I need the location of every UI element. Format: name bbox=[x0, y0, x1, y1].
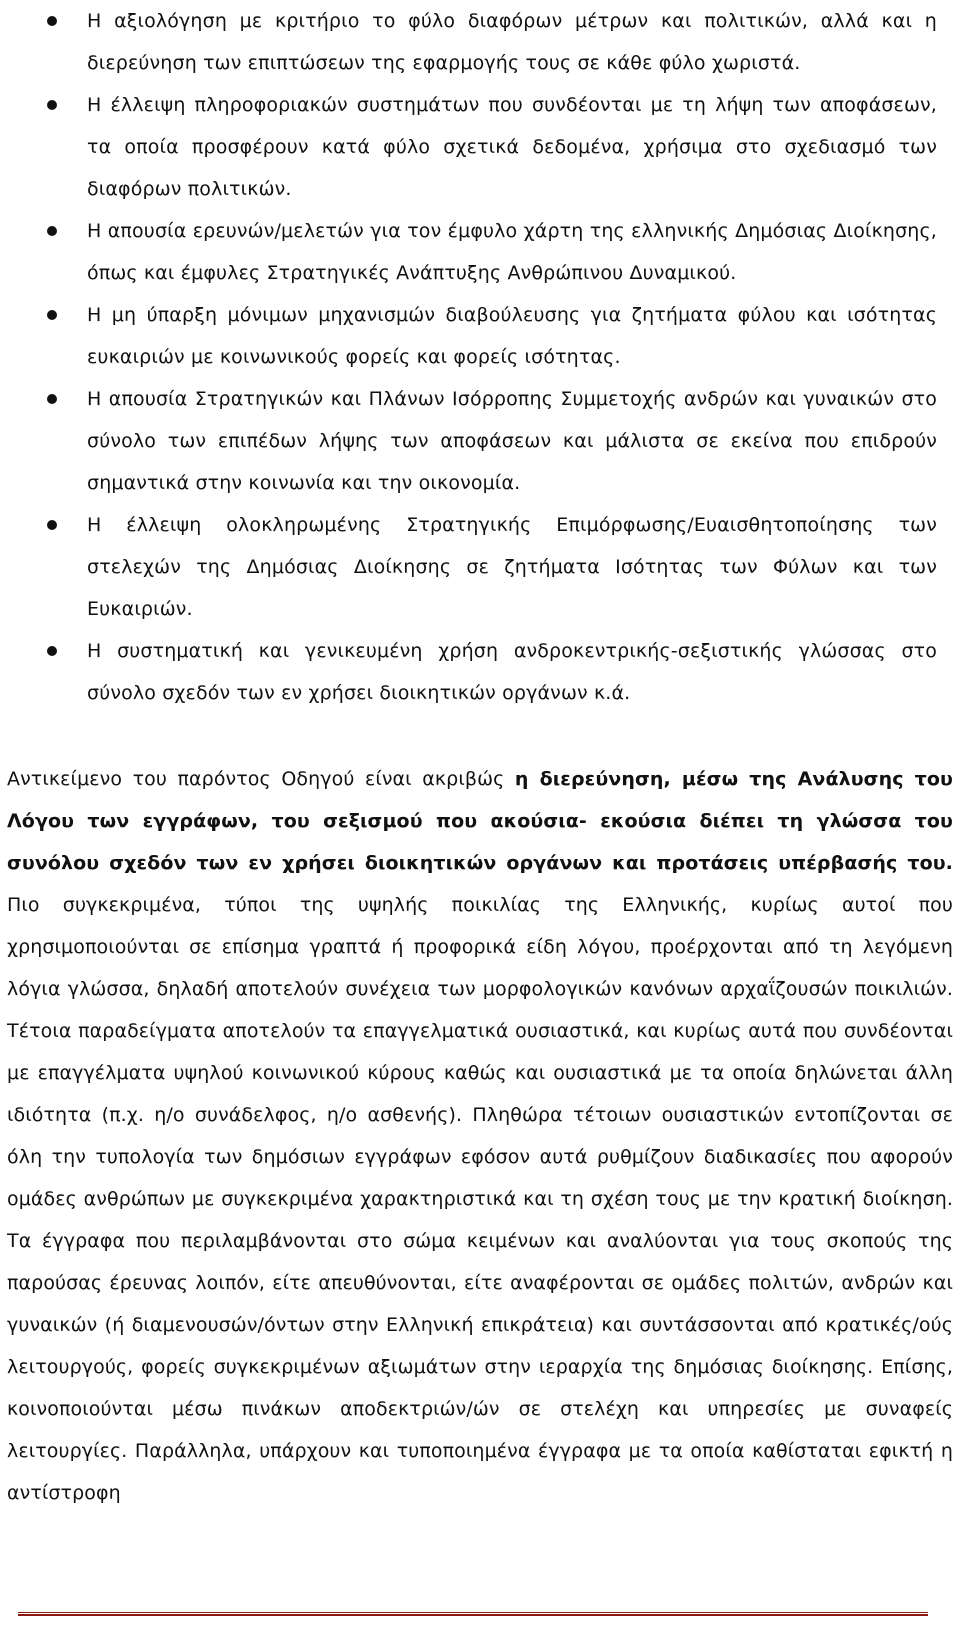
list-item bbox=[0, 84, 960, 210]
paragraph-bold-statement: η διερεύνηση, μέσω της Ανάλυσης του Λόγου των εγγράφων, του σεξισμού που ακούσια- εκούσια διέπει τη γλώσσα του συνόλου σχεδόν των εν χρήσει διοικητικών οργάνων και προτάσεις υπέρβασής του. bbox=[7, 768, 953, 874]
footer-divider bbox=[18, 1612, 928, 1616]
list-item bbox=[0, 294, 960, 378]
list-item bbox=[0, 504, 960, 630]
bullet-dot-icon bbox=[47, 226, 57, 236]
bullet-text: Η απουσία ερευνών/μελετών για τον έμφυλο χάρτη της ελληνικής Δημόσιας Διοίκησης, όπως και έμφυλες Στρατηγικές Ανάπτυξης Ανθρώπινου Δυναμικού. bbox=[87, 220, 937, 284]
bullet-text: Η αξιολόγηση με κριτήριο το φύλο διαφόρων μέτρων και πολιτικών, αλλά και η διερεύνηση των επιπτώσεων της εφαρμογής τους σε κάθε φύλο χωριστά. bbox=[87, 10, 937, 74]
bullet-text: Η απουσία Στρατηγικών και Πλάνων Ισόρροπης Συμμετοχής ανδρών και γυναικών στο σύνολο των επιπέδων λήψης των αποφάσεων και μάλιστα σε εκείνα που επιδρούν σημαντικά στην κοινωνία και την οικονομία. bbox=[87, 388, 937, 494]
bullet-dot-icon bbox=[47, 520, 57, 530]
bullet-text: Η συστηματική και γενικευμένη χρήση ανδροκεντρικής-σεξιστικής γλώσσας στο σύνολο σχεδόν των εν χρήσει διοικητικών οργάνων κ.ά. bbox=[87, 640, 937, 704]
bullet-dot-icon bbox=[47, 16, 57, 26]
bullet-text: Η έλλειψη πληροφοριακών συστημάτων που συνδέονται με τη λήψη των αποφάσεων, τα οποία προσφέρουν κατά φύλο σχετικά δεδομένα, χρήσιμα στο σχεδιασμό των διαφόρων πολιτικών. bbox=[87, 94, 937, 200]
bullet-list bbox=[0, 0, 960, 714]
paragraph-intro: Αντικείμενο του παρόντος Οδηγού είναι ακριβώς bbox=[7, 768, 515, 790]
bullet-text: Η έλλειψη ολοκληρωμένης Στρατηγικής Επιμόρφωσης/Ευαισθητοποίησης των στελεχών της Δημόσιας Διοίκησης σε ζητήματα Ισότητας των Φύλων και των Ευκαιριών. bbox=[87, 514, 937, 620]
paragraph-rest: Πιο συγκεκριμένα, τύποι της υψηλής ποικιλίας της Ελληνικής, κυρίως αυτοί που χρησιμοποιούνται σε επίσημα γραπτά ή προφορικά είδη λόγου, προέρχονται από τη λεγόμενη λόγια γλώσσα, δηλαδή αποτελούν συνέχεια των μορφολογικών κανόνων αρχαΐζουσών ποικιλιών. Τέτοια παραδείγματα αποτελούν τα επαγγελματικά ουσιαστικά, και κυρίως αυτά που συνδέονται με επαγγέλματα υψηλού κοινωνικού κύρους καθώς και ουσιαστικά με τα οποία δηλώνεται άλλη ιδιότητα (π.χ. η/ο συνάδελφος, η/ο ασθενής). Πληθώρα τέτοιων ουσιαστικών εντοπίζονται σε όλη την τυπολογία των δημόσιων εγγράφων εφόσον αυτά ρυθμίζουν διαδικασίες που αφορούν ομάδες ανθρώπων με συγκεκριμένα χαρακτηριστικά και τη σχέση τους με την κρατική διοίκηση. Τα έγγραφα που περιλαμβάνονται στο σώμα κειμένων και αναλύονται για τους σκοπούς της παρούσας έρευνας λοιπόν, είτε απευθύνονται, είτε αναφέρονται σε ομάδες πολιτών, ανδρών και γυναικών (ή διαμενουσών/όντων στην Ελληνική επικράτεια) και συντάσσονται από κρατικές/ούς λειτουργούς, φορείς συγκεκριμένων αξιωμάτων στην ιεραρχία της δημόσιας διοίκησης. Επίσης, κοινοποιούνται μέσω πινάκων αποδεκτριών/ών σε στελέχη και υπηρεσίες με συναφείς λειτουργίες. Παράλληλα, υπάρχουν και τυποποιημένα έγγραφα με τα οποία καθίσταται εφικτή η αντίστροφη bbox=[7, 894, 953, 1504]
list-item bbox=[0, 0, 960, 84]
bullet-dot-icon bbox=[47, 100, 57, 110]
bullet-dot-icon bbox=[47, 310, 57, 320]
list-item bbox=[0, 630, 960, 714]
bullet-text: Η μη ύπαρξη μόνιμων μηχανισμών διαβούλευσης για ζητήματα φύλου και ισότητας ευκαιριών με κοινωνικούς φορείς και φορείς ισότητας. bbox=[87, 304, 937, 368]
bullet-dot-icon bbox=[47, 394, 57, 404]
body-paragraph bbox=[0, 758, 953, 1514]
list-item bbox=[0, 378, 960, 504]
bullet-dot-icon bbox=[47, 646, 57, 656]
list-item bbox=[0, 210, 960, 294]
